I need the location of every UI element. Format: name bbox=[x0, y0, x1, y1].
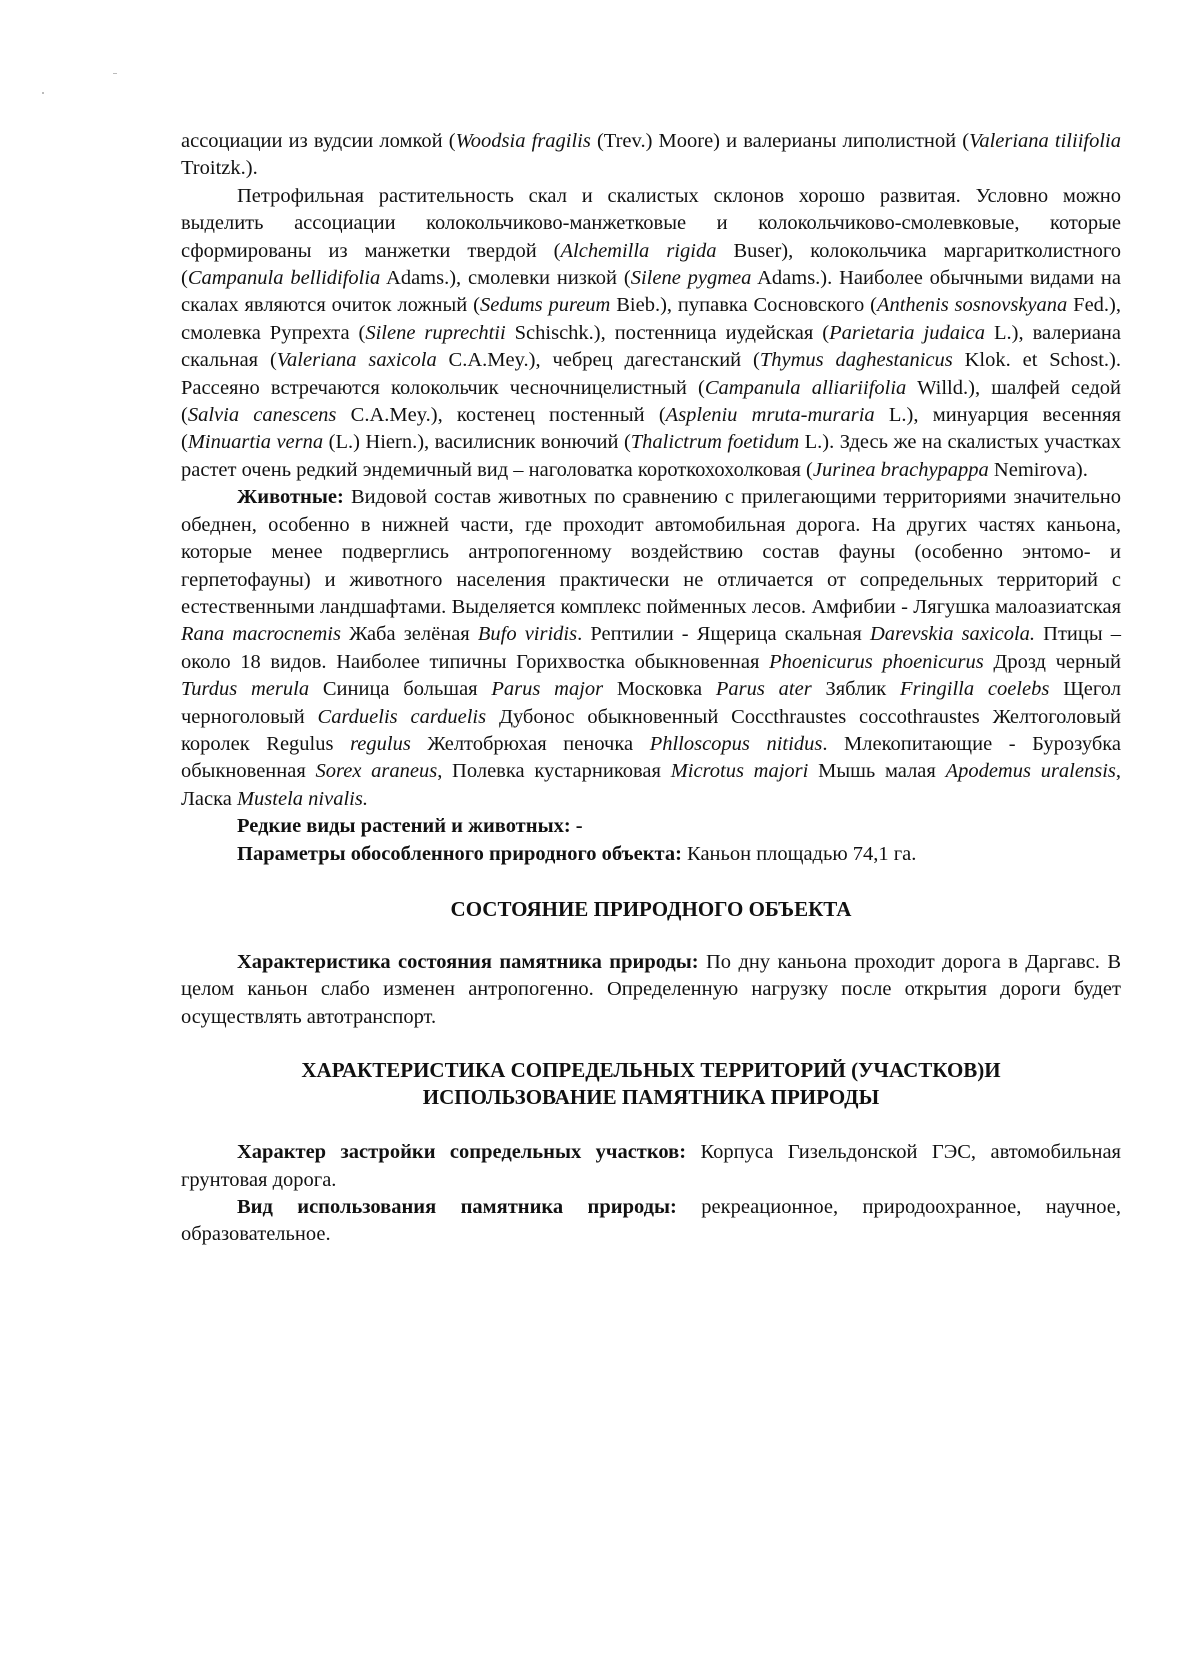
paragraph-adjacent-development bbox=[181, 1139, 1121, 1194]
text-run: Nemirova). bbox=[988, 458, 1088, 481]
latin-name: Sedums pureum bbox=[479, 294, 611, 317]
bold-label: Характеристика состояния памятника природы: bbox=[237, 950, 699, 973]
latin-name: Carduelis carduelis bbox=[317, 705, 487, 728]
latin-name: Phoenicurus phoenicurus bbox=[769, 650, 984, 673]
latin-name: Rana macrocnemis bbox=[181, 623, 341, 646]
text-run: Дубонос обыкновенный Coccthraustes coccothraustes Желтоголовый королек Regulus bbox=[181, 705, 1121, 755]
paragraph-animals bbox=[181, 484, 1121, 813]
text-run: , Ласка bbox=[181, 760, 1121, 810]
latin-name: Thymus daghestanicus bbox=[759, 349, 953, 372]
latin-name: Sorex araneus bbox=[315, 760, 438, 783]
text-run: , Полевка кустарниковая bbox=[437, 760, 671, 783]
paragraph-object-parameters bbox=[181, 841, 1121, 868]
text-run: Жаба зелёная bbox=[340, 623, 478, 646]
bold-label: Параметры обособленного природного объекта: bbox=[237, 842, 682, 865]
text-run: C.A.Mey.), костенец постенный ( bbox=[336, 404, 666, 427]
text-run: C.A.Mey.), чебрец дагестанский ( bbox=[436, 349, 760, 372]
latin-name: Woodsia fragilis bbox=[455, 130, 591, 152]
latin-name: Valeriana saxicola bbox=[276, 349, 437, 372]
heading-adjacent-line-1: ХАРАКТЕРИСТИКА СОПРЕДЕЛЬНЫХ ТЕРРИТОРИЙ (УЧАСТКОВ)И bbox=[301, 1058, 1001, 1083]
latin-name: Apodemus uralensis bbox=[945, 760, 1116, 783]
latin-name: Campanula alliariifolia bbox=[704, 376, 907, 399]
text-run: Bieb.), пупавка Сосновского ( bbox=[610, 294, 877, 317]
latin-name: Microtus majori bbox=[670, 760, 809, 783]
text-run: Schischk.), постенница иудейская ( bbox=[505, 321, 830, 344]
text-run: Московка bbox=[603, 678, 716, 701]
text-run: Klok. et Schost.). Рассеяно встречаются колокольчик чесночницелистный ( bbox=[181, 349, 1122, 399]
paragraph-associations bbox=[181, 128, 1121, 183]
text-run: L.), валериана скальная ( bbox=[181, 321, 1121, 372]
latin-name: Bufo viridis bbox=[477, 623, 578, 646]
text-run: По дну каньона проходит дорога в Даргавс. В целом каньон слабо изменен антропогенно. Определенную нагрузку после открытия дороги будет осуществлять автотранспорт. bbox=[181, 950, 1121, 1028]
latin-name: Turdus merula bbox=[181, 678, 310, 701]
latin-name: Valeriana tiliifolia bbox=[969, 130, 1121, 152]
latin-name: Darevskia saxicola. bbox=[869, 623, 1036, 646]
bold-label: Редкие виды растений и животных: - bbox=[237, 815, 583, 838]
text-run: Желтобрюхая пеночка bbox=[410, 732, 650, 755]
text-run: Птицы – около 18 видов. Наиболее типичны Горихвостка обыкновенная bbox=[181, 623, 1121, 673]
heading-object-state bbox=[181, 896, 1121, 923]
text-run: Adams.), смолевки низкой ( bbox=[380, 267, 631, 290]
scan-speck bbox=[42, 92, 44, 94]
text-run: Troitzk.). bbox=[181, 157, 258, 180]
bold-label: Вид использования памятника природы: bbox=[237, 1196, 677, 1218]
text-run: Дрозд черный bbox=[983, 650, 1121, 673]
text-run: L.). Здесь же на скалистых участках растет очень редкий эндемичный вид – наголоватка короткохохолковая ( bbox=[181, 431, 1121, 481]
heading-adjacent-line-2: ИСПОЛЬЗОВАНИЕ ПАМЯТНИКА ПРИРОДЫ bbox=[422, 1085, 880, 1110]
text-run: Щегол черноголовый bbox=[181, 678, 1122, 728]
heading-adjacent-territories bbox=[181, 1057, 1121, 1111]
latin-name: Mustela nivalis. bbox=[236, 787, 368, 810]
latin-name: Silene pygmea bbox=[630, 267, 752, 290]
latin-name: Campanula bellidifolia bbox=[187, 267, 381, 290]
latin-name: regulus bbox=[350, 732, 411, 755]
text-run: L.), минуарция весенняя ( bbox=[181, 404, 1121, 454]
scan-speck bbox=[113, 73, 117, 74]
text-run: (L.) Hiern.), василисник вонючий ( bbox=[323, 431, 631, 454]
latin-name: Phlloscopus nitidus bbox=[649, 732, 823, 755]
text-run: Петрофильная растительность скал и скалистых склонов хорошо развитая. Условно можно выделить ассоциации колокольчиково-манжетковые и колокольчиково-смолевковые, которые сформированы из манжетки твердой ( bbox=[181, 184, 1121, 262]
latin-name: Silene ruprechtii bbox=[365, 321, 506, 344]
text-run: Каньон площадью 74,1 га. bbox=[681, 842, 917, 865]
text-run: Видовой состав животных по сравнению с прилегающими территориями значительно обеднен, особенно в нижней части, где проходит автомобильная дорога. На других частях каньона, которые менее подверглись антропогенному воздействию состав фауны (особенно энтомо- и герпетофауны) и животного населения практически не отличается от сопредельных территорий с естественными ландшафтами. Выделяется комплекс пойменных лесов. Амфибии - Лягушка малоазиатская bbox=[181, 486, 1121, 618]
latin-name: Jurinea brachypappa bbox=[812, 458, 989, 481]
latin-name: Thalictrum foetidum bbox=[630, 431, 800, 454]
document-body bbox=[181, 128, 1121, 1249]
latin-name: Minuartia verna bbox=[187, 431, 324, 454]
latin-name: Salvia canescens bbox=[187, 404, 337, 427]
text-run: ассоциации из вудсии ломкой ( bbox=[181, 130, 456, 152]
latin-name: Parus ater bbox=[715, 678, 812, 701]
latin-name: Fringilla coelebs bbox=[900, 678, 1050, 701]
paragraph-state-characteristics bbox=[181, 949, 1121, 1031]
text-run: рекреационное, природоохранное, научное, образовательное. bbox=[181, 1196, 1122, 1246]
latin-name: Alchemilla rigida bbox=[560, 239, 717, 262]
bold-label: Характер застройки сопредельных участков: bbox=[237, 1141, 687, 1164]
text-run: Fed.), смолевка Рупрехта ( bbox=[181, 294, 1121, 344]
latin-name: Parietaria judaica bbox=[829, 321, 986, 344]
text-run: Buser), колокольчика маргаритколистного ( bbox=[181, 239, 1121, 290]
paragraph-petrophilous-vegetation bbox=[181, 183, 1121, 484]
latin-name: Aspleniu mruta-muraria bbox=[665, 404, 875, 427]
text-run: Зяблик bbox=[811, 678, 901, 701]
paragraph-usage-type bbox=[181, 1194, 1121, 1249]
text-run: Синица большая bbox=[309, 678, 492, 701]
text-run: . Рептилии - Ящерица скальная bbox=[577, 623, 870, 646]
text-run: Мышь малая bbox=[808, 760, 946, 783]
latin-name: Anthenis sosnovskyana bbox=[876, 294, 1068, 317]
text-run: Корпуса Гизельдонской ГЭС, автомобильная грунтовая дорога. bbox=[181, 1141, 1121, 1191]
paragraph-rare-species bbox=[181, 813, 1121, 840]
heading-object-state-text: СОСТОЯНИЕ ПРИРОДНОГО ОБЪЕКТА bbox=[450, 896, 852, 921]
bold-label: Животные: bbox=[237, 486, 344, 509]
text-run: . Млекопитающие - Бурозубка обыкновенная bbox=[181, 732, 1121, 783]
latin-name: Parus major bbox=[491, 678, 604, 701]
text-run: Adams.). Наиболее обычными видами на скалах являются очиток ложный ( bbox=[181, 267, 1121, 317]
text-run: Willd.), шалфей седой ( bbox=[181, 376, 1121, 427]
text-run: (Trev.) Moore) и валерианы липолистной ( bbox=[590, 130, 970, 152]
